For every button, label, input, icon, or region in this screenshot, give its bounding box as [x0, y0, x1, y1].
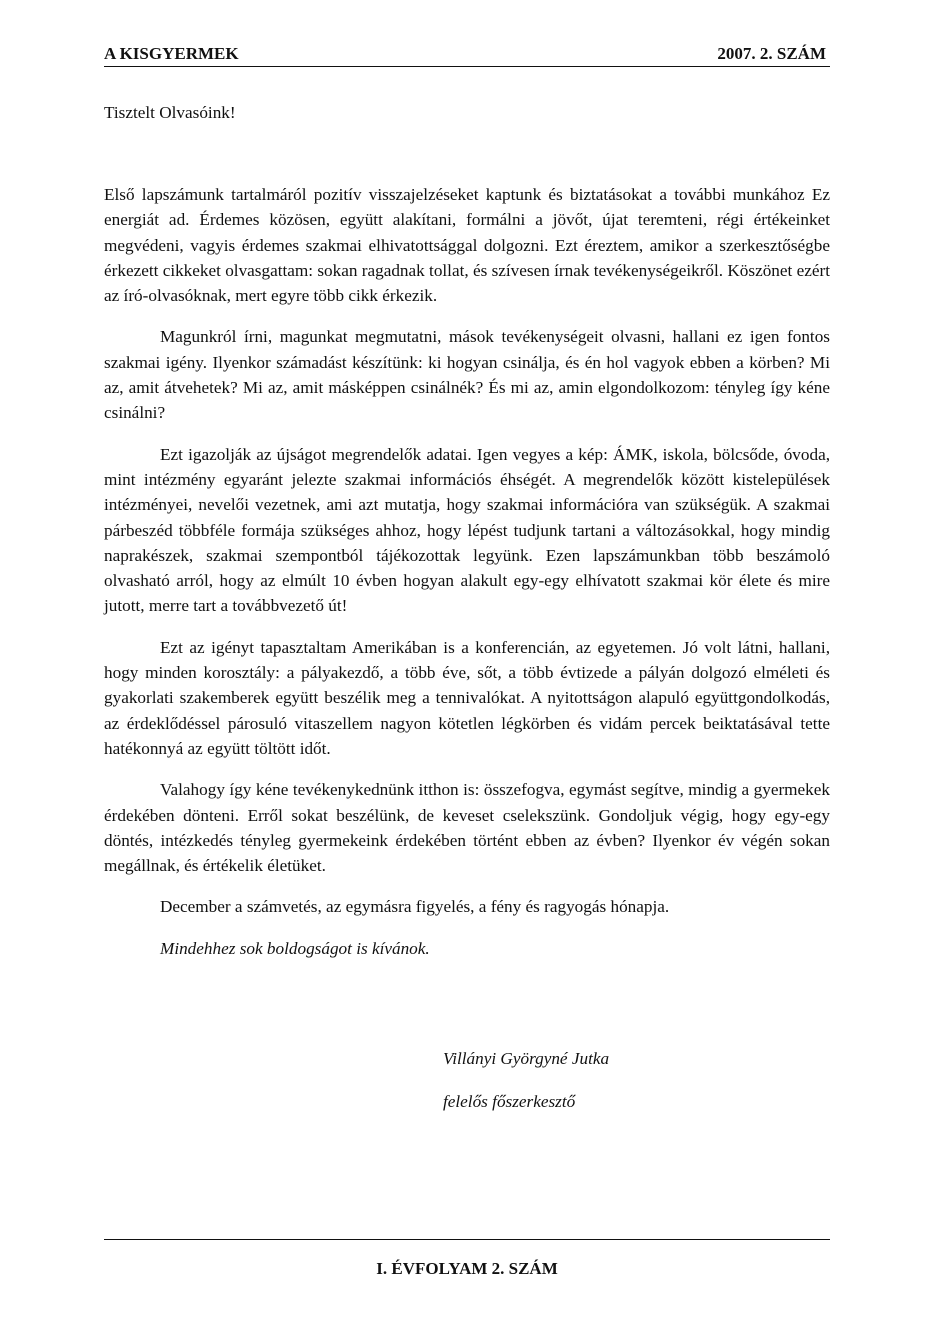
closing-line: Mindehhez sok boldogságot is kívánok.	[160, 938, 430, 958]
footer-divider	[104, 1239, 830, 1240]
paragraph-4: Ezt az igényt tapasztaltam Amerikában is a konferencián, az egyetemen. Jó volt látni, hallani, hogy minden korosztály: a pályakezdő, a több éve, sőt, a több évtizede a pályán dolgozó elméleti és gyakorlati szakemberek együtt beszélik meg a tennivalókat. A nyitottságon alapuló együttgondolkodás, az érdeklődéssel párosuló vitaszellem nagyon kötetlen légkörben és vidám percek beiktatásával tette hatékonnyá az együtt töltött időt.	[104, 637, 830, 758]
greeting: Tisztelt Olvasóink!	[104, 103, 236, 122]
signature-title: felelős főszerkesztő	[443, 1092, 576, 1111]
paragraph-2: Magunkról írni, magunkat megmutatni, mások tevékenységeit olvasni, hallani ez igen fontos szakmai igény. Ilyenkor számadást készítünk: ki hogyan csinálja, és én hol vagyok ebben a körben? Mi az, amit átvehetek? Mi az, amit másképpen csinálnék? És mi az, amin elgondolkozom: tényleg így kéne csinálni?	[104, 327, 830, 423]
issue-number: 2007. 2. SZÁM	[717, 44, 826, 63]
paragraph-6: December a számvetés, az egymásra figyelés, a fény és ragyogás hónapja.	[160, 897, 670, 917]
paragraph-5: Valahogy így kéne tevékenykednünk itthon is: összefogva, egymást segítve, mindig a gyermekek érdekében dönteni. Erről sokat beszélünk, de keveset cselekszünk. Gondoljuk végig, hogy egy-egy döntés, intézkedés tényleg gyermekeink érdekében történt ebben az évben? Ilyenkor év végén sokan megállnak, és értékelik életüket.	[104, 780, 830, 876]
running-footer: I. ÉVFOLYAM 2. SZÁM	[376, 1259, 558, 1278]
running-header	[104, 44, 830, 67]
signature-name: Villányi Györgyné Jutka	[443, 1049, 610, 1068]
paragraph-1: Első lapszámunk tartalmáról pozitív visszajelzéseket kaptunk és biztatásokat a további munkához Ez energiát ad. Érdemes közösen, együtt alakítani, formálni a jövőt, újat teremteni, régi értékeinket megvédeni, vagyis érdemes szakmai elhivatottsággal dolgozni. Ezt éreztem, amikor a szerkesztőségbe érkezett cikkeket olvasgattam: sokan ragadnak tollat, és szívesen írnak tevékenységeikről. Köszönet ezért az író-olvasóknak, mert egyre több cikk érkezik.	[104, 185, 830, 306]
letter-body	[104, 100, 830, 961]
journal-title: A KISGYERMEK	[104, 44, 239, 63]
paragraph-3: Ezt igazolják az újságot megrendelők adatai. Igen vegyes a kép: ÁMK, iskola, bölcsőde, óvoda, mint intézmény egyaránt jelezte szakmai információs éhségét. A megrendelők között kistelepülések intézményei, nevelői vezetnek, ami azt mutatja, hogy szakmai információra van szükségük. A szakmai párbeszéd többféle formája szükséges ahhoz, hogy lépést tudjunk tartani a változásokkal, hogy mindig naprakészek, szakmai szempontból tájékozottak legyünk. Ezen lapszámunkban több beszámoló olvasható arról, hogy az elmúlt 10 évben hogyan alakult egy-egy elhívatott szakmai kör élete és mire jutott, merre tart a továbbvezető út!	[104, 444, 830, 616]
